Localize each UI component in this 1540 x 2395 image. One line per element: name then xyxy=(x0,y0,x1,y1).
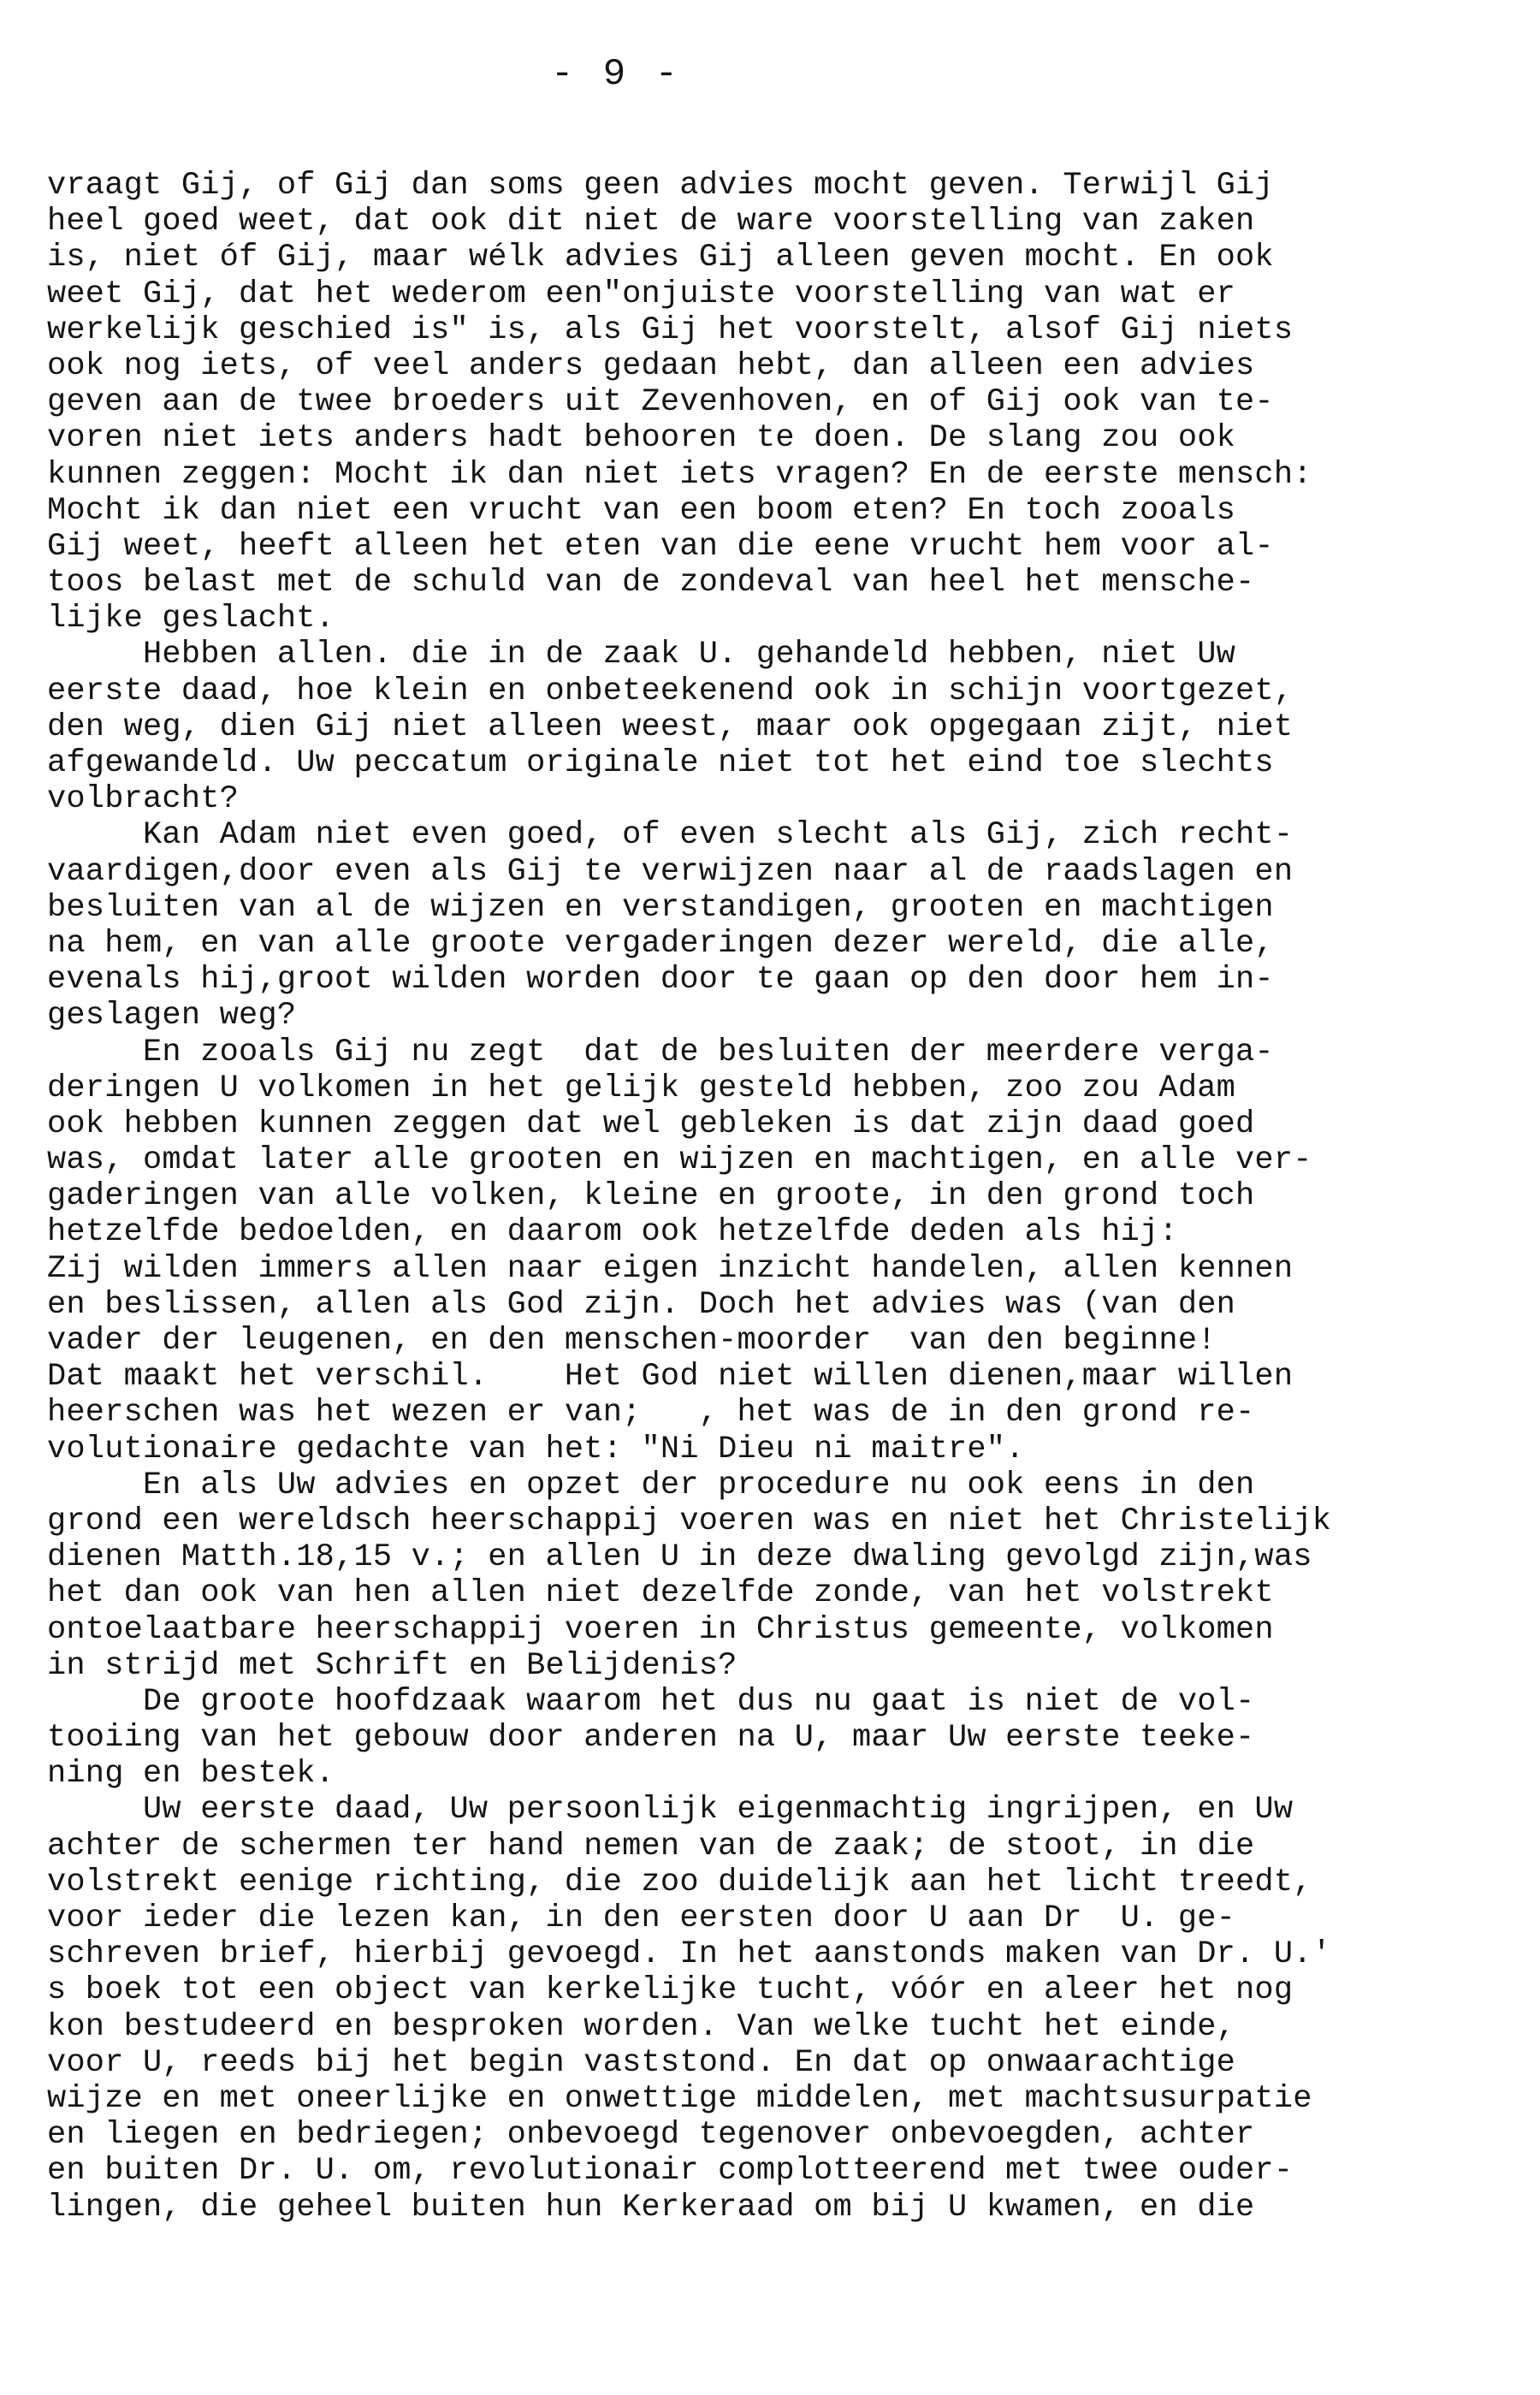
text-line: na hem, en van alle groote vergaderingen dezer wereld, die alle, xyxy=(47,925,1274,962)
page-number: - 9 - xyxy=(550,53,682,96)
text-line: De groote hoofdzaak waarom het dus nu gaat is niet de vol- xyxy=(47,1683,1255,1720)
text-line: s boek tot een object van kerkelijke tucht, vóór en aleer het nog xyxy=(47,1972,1294,2009)
text-line: eerste daad, hoe klein en onbeteekenend ook in schijn voortgezet, xyxy=(47,673,1294,709)
text-line: evenals hij,groot wilden worden door te gaan op den door hem in- xyxy=(47,962,1274,999)
text-line: vaardigen,door even als Gij te verwijzen naar al de raadslagen en xyxy=(47,853,1294,890)
text-line: Dat maakt het verschil. Het God niet willen dienen,maar willen xyxy=(47,1359,1294,1396)
text-line: dienen Matth.18,15 v.; en allen U in deze dwaling gevolgd zijn,was xyxy=(47,1539,1312,1576)
text-line: grond een wereldsch heerschappij voeren was en niet het Christelijk xyxy=(47,1503,1332,1539)
text-line: volstrekt eenige richting, die zoo duidelijk aan het licht treedt, xyxy=(47,1864,1312,1900)
text-line: Kan Adam niet even goed, of even slecht als Gij, zich recht- xyxy=(47,817,1294,854)
text-line: voor U, reeds bij het begin vaststond. En dat op onwaarachtige xyxy=(47,2044,1236,2081)
text-line: wijze en met oneerlijke en onwettige middelen, met machtsusurpatie xyxy=(47,2080,1312,2117)
text-line: toos belast met de schuld van de zondeval van heel het mensche- xyxy=(47,565,1255,602)
text-line: heel goed weet, dat ook dit niet de ware voorstelling van zaken xyxy=(47,204,1255,240)
text-line: gaderingen van alle volken, kleine en groote, in den grond toch xyxy=(47,1178,1255,1215)
typewritten-text xyxy=(47,168,1519,2226)
text-line: ook hebben kunnen zeggen dat wel gebleken is dat zijn daad goed xyxy=(47,1106,1255,1142)
text-line: volbracht? xyxy=(47,781,240,818)
text-line: in strijd met Schrift en Belijdenis? xyxy=(47,1647,737,1684)
text-line: voren niet iets anders hadt behooren te doen. De slang zou ook xyxy=(47,420,1236,457)
text-line: Zij wilden immers allen naar eigen inzicht handelen, allen kennen xyxy=(47,1250,1294,1287)
text-line: lingen, die geheel buiten hun Kerkeraad om bij U kwamen, en die xyxy=(47,2189,1255,2226)
text-line: afgewandeld. Uw peccatum originale niet tot het eind toe slechts xyxy=(47,745,1274,781)
text-line: geslagen weg? xyxy=(47,998,297,1034)
text-line: En als Uw advies en opzet der procedure nu ook eens in den xyxy=(47,1467,1255,1503)
text-line: deringen U volkomen in het gelijk gesteld hebben, zoo zou Adam xyxy=(47,1070,1236,1106)
text-line: lijke geslacht. xyxy=(47,601,335,637)
text-line: en beslissen, allen als God zijn. Doch het advies was (van den xyxy=(47,1286,1236,1323)
text-line: Gij weet, heeft alleen het eten van die eene vrucht hem voor al- xyxy=(47,528,1274,565)
text-line: ning en bestek. xyxy=(47,1756,335,1793)
text-line: ontoelaatbare heerschappij voeren in Christus gemeente, volkomen xyxy=(47,1611,1274,1648)
text-line: ook nog iets, of veel anders gedaan hebt, dan alleen een advies xyxy=(47,347,1255,384)
text-line: en buiten Dr. U. om, revolutionair complotteerend met twee ouder- xyxy=(47,2153,1294,2190)
text-line: voor ieder die lezen kan, in den eersten door U aan Dr U. ge- xyxy=(47,1900,1236,1936)
text-line: geven aan de twee broeders uit Zevenhoven, en of Gij ook van te- xyxy=(47,384,1274,421)
text-line: hetzelfde bedoelden, en daarom ook hetzelfde deden als hij: xyxy=(47,1214,1178,1251)
text-line: weet Gij, dat het wederom een"onjuiste voorstelling van wat er xyxy=(47,276,1236,312)
text-line: en liegen en bedriegen; onbevoegd tegenover onbevoegden, achter xyxy=(47,2117,1255,2154)
text-line: werkelijk geschied is" is, als Gij het voorstelt, alsof Gij niets xyxy=(47,311,1294,348)
text-line: besluiten van al de wijzen en verstandigen, grooten en machtigen xyxy=(47,889,1274,926)
text-line: heerschen was het wezen er van; , het was de in den grond re- xyxy=(47,1395,1255,1432)
text-line: het dan ook van hen allen niet dezelfde zonde, van het volstrekt xyxy=(47,1575,1274,1612)
text-line: was, omdat later alle grooten en wijzen en machtigen, en alle ver- xyxy=(47,1142,1312,1179)
text-line: is, niet óf Gij, maar wélk advies Gij alleen geven mocht. En ook xyxy=(47,240,1274,276)
text-line: schreven brief, hierbij gevoegd. In het aanstonds maken van Dr. U.' xyxy=(47,1936,1332,1973)
text-line: volutionaire gedachte van het: "Ni Dieu ni maitre". xyxy=(47,1431,1025,1467)
text-line: Hebben allen. die in de zaak U. gehandeld hebben, niet Uw xyxy=(47,637,1236,673)
text-line: den weg, dien Gij niet alleen weest, maar ook opgegaan zijt, niet xyxy=(47,708,1294,745)
text-line: En zooals Gij nu zegt dat de besluiten der meerdere verga- xyxy=(47,1034,1274,1070)
text-line: tooiing van het gebouw door anderen na U, maar Uw eerste teeke- xyxy=(47,1720,1255,1757)
text-line: vader der leugenen, en den menschen-moorder van den beginne! xyxy=(47,1323,1217,1359)
text-line: kon bestudeerd en besproken worden. Van welke tucht het einde, xyxy=(47,2008,1236,2045)
text-line: Uw eerste daad, Uw persoonlijk eigenmachtig ingrijpen, en Uw xyxy=(47,1792,1294,1829)
text-line: achter de schermen ter hand nemen van de zaak; de stoot, in die xyxy=(47,1828,1255,1864)
text-line: vraagt Gij, of Gij dan soms geen advies mocht geven. Terwijl Gij xyxy=(47,168,1274,204)
text-line: kunnen zeggen: Mocht ik dan niet iets vragen? En de eerste mensch: xyxy=(47,456,1312,493)
text-line: Mocht ik dan niet een vrucht van een boom eten? En toch zooals xyxy=(47,492,1236,529)
